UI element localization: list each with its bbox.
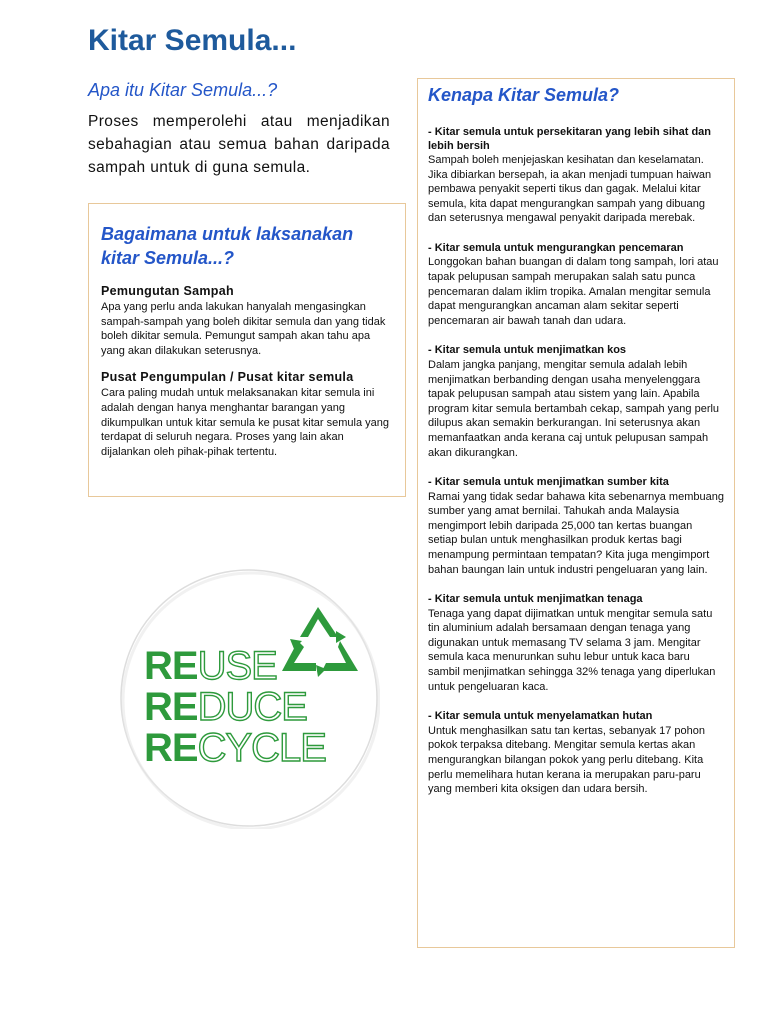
why-section [428,344,724,460]
why-section-title: - Kitar semula untuk menjimatkan kos [428,344,627,357]
why-section-title: - Kitar semula untuk persekitaran yang lebih sihat dan lebih bersih [428,126,712,152]
section-subtitle: Apa itu Kitar Semula...? [88,80,278,100]
reuse-reduce-recycle-logo [118,567,380,829]
why-section [428,710,724,796]
why-section [428,476,724,577]
why-section-title: - Kitar semula untuk menjimatkan tenaga [428,593,643,606]
why-section-title: - Kitar semula untuk menyelamatkan hutan [428,710,653,723]
svg-text:RECYCLE [144,726,326,770]
logo-suffix: CYCLE [197,726,326,770]
how-to-heading: Bagaimana untuk laksanakan kitar Semula...? [101,224,354,268]
how-item-title: Pemungutan Sampah [101,284,234,298]
why-section-body: Tenaga yang dapat dijimatkan untuk mengitar semula satu tin aluminium adalah bersamaan dengan tenaga yang digunakan untuk memasang TV selama 3 jam. Mengitar semula kaca menurunkan suhu lebur untuk kaca baru sambil menjimatkan sehingga 32% tenaga yang diperlukan untuk pengeluaran kaca. [428,607,716,693]
why-section-body: Sampah boleh menjejaskan kesihatan dan keselamatan. Jika dibiarkan bersepah, ia akan menjadi tumpuan haiwan pembawa penyakit seperti tikus dan gagak. Melalui kitar semula, kita dapat mengurangkan sampah yang dibuang dan seterusnya mengawal penyakit daripada merebak. [428,154,712,225]
why-section-body: Ramai yang tidak sedar bahawa kita sebenarnya membuang sumber yang amat bernilai. Tahukah anda Malaysia mengimport lebih daripada 25,000 tan kertas buangan setiap bulan untuk menghasilkan produk kertas bagi menampung permintaan tempatan? Kita juga mengimport bahan baungan lain untuk industri pengeluaran yang lain. [428,490,724,576]
how-item-title: Pusat Pengumpulan / Pusat kitar semula [101,370,354,385]
how-to-box [88,203,406,497]
why-recycle-box [417,78,735,948]
why-section [428,593,724,694]
logo-prefix: RE [144,726,198,770]
why-section-body: Dalam jangka panjang, mengitar semula adalah lebih menjimatkan berbanding dengan usaha menyelenggara tapak pelupusan sampah atau sistem yang lain. Apabila program kitar semula bertambah cekap, sampah yang perlu dilupus akan semakin berkurangan. Ini seterusnya akan memanfaatkan anda kerana caj untuk pelupusan sampah akan dikurangkan. [428,358,720,459]
why-section-title: - Kitar semula untuk mengurangkan pencemaran [428,241,684,254]
why-section-title: - Kitar semula untuk menjimatkan sumber kita [428,476,669,489]
why-section [428,242,724,328]
logo-prefix: RE [144,685,198,729]
logo-suffix: USE [197,644,277,688]
logo-suffix: DUCE [197,685,307,729]
svg-text:REUSE [144,644,277,688]
logo-prefix: RE [144,644,198,688]
svg-text:REDUCE [144,685,307,729]
page-title: Kitar Semula... [88,24,297,57]
why-heading: Kenapa Kitar Semula? [428,85,620,105]
how-item-body: Apa yang perlu anda lakukan hanyalah mengasingkan sampah-sampah yang boleh dikitar semula dan yang tidak boleh dikitar semula. Pemungut sampah akan tahu apa yang akan dilakukan seterusnya. [101,301,386,357]
intro-paragraph: Proses memperolehi atau menjadikan sebahagian atau semua bahan daripada sampah untuk di guna semula. [88,113,390,176]
why-section-body: Longgokan bahan buangan di dalam tong sampah, lori atau tapak pelupusan sampah merupakan salah satu punca pencemaran dalam iklim tropika. Amalan mengitar semula dapat mengurangkan ancaman alam sekitar seperti pencemaran air bawah tanah dan udara. [428,256,719,327]
why-section-body: Untuk menghasilkan satu tan kertas, sebanyak 17 pohon pokok terpaksa ditebang. Mengitar semula kertas akan mengurangkan bilangan pokok yang perlu ditebang. Kita perlu memelihara hutan kerana ia merupakan paru-paru yang memberi kita oksigen dan udara bersih. [428,724,706,796]
why-section [428,126,724,226]
how-item-body: Cara paling mudah untuk melaksanakan kitar semula ini adalah dengan hanya menghantar barangan yang dikumpulkan untuk kitar semula ke pusat kitar semula yang terdapat di seluruh negara. Proses yang lain akan dijalankan oleh pihak-pihak tertentu. [101,387,389,458]
